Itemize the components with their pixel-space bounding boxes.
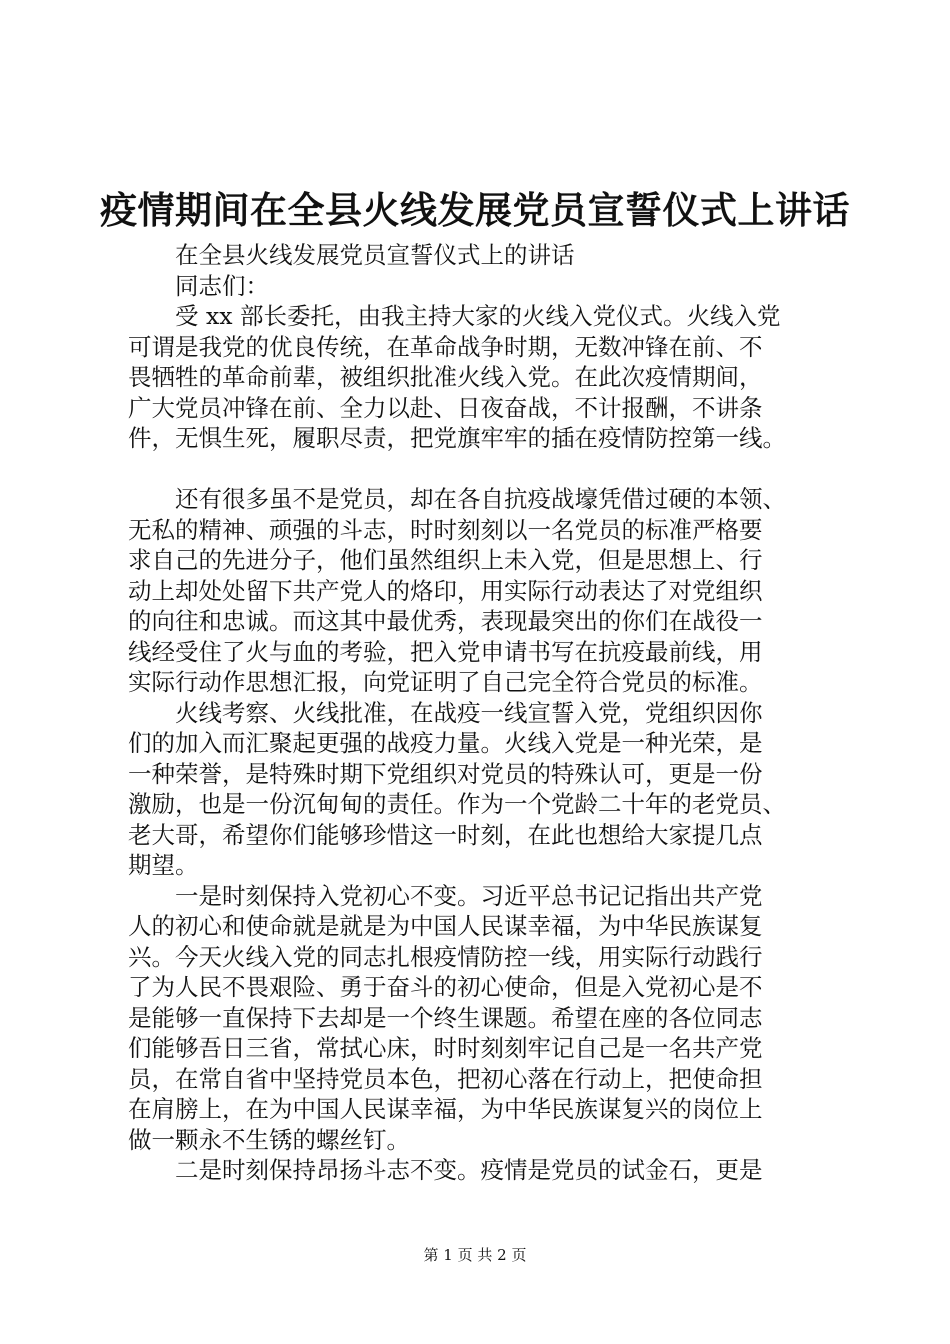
text-line: 老大哥，希望你们能够珍惜这一时刻，在此也想给大家提几点	[128, 820, 763, 849]
text-line: 了为人民不畏艰险、勇于奋斗的初心使命，但是入党初心是不	[128, 973, 763, 1001]
text-line: 受 xx 部长委托，由我主持大家的火线入党仪式。火线入党	[175, 302, 781, 330]
text-line: 是能够一直保持下去却是一个终生课题。希望在座的各位同志	[128, 1003, 763, 1032]
text-line: 二是时刻保持昂扬斗志不变。疫情是党员的试金石，更是	[175, 1156, 763, 1184]
document-title: 疫情期间在全县火线发展党员宣誓仪式上讲话	[100, 188, 850, 232]
text-line: 兴。今天火线入党的同志扎根疫情防控一线，用实际行动践行	[128, 942, 763, 971]
paragraph-gap	[128, 454, 833, 485]
text-line: 期望。	[128, 851, 199, 879]
text-line: 在全县火线发展党员宣誓仪式上的讲话	[175, 241, 575, 269]
text-line: 无私的精神、顽强的斗志，时时刻刻以一名党员的标准严格要	[128, 515, 763, 544]
text-line: 求自己的先进分子，他们虽然组织上未入党，但是思想上、行	[128, 546, 763, 574]
text-line: 可谓是我党的优良传统，在革命战争时期，无数冲锋在前、不	[128, 332, 763, 361]
text-line: 们的加入而汇聚起更强的战疫力量。火线入党是一种光荣，是	[128, 729, 763, 757]
text-line: 线经受住了火与血的考验，把入党申请书写在抗疫最前线，用	[128, 637, 763, 666]
document-body	[128, 240, 833, 1186]
text-line: 还有很多虽不是党员，却在各自抗疫战壕凭借过硬的本领、	[175, 485, 786, 513]
text-line: 一是时刻保持入党初心不变。习近平总书记记指出共产党	[175, 881, 763, 910]
text-line: 员，在常自省中坚持党员本色，把初心落在行动上，把使命担	[128, 1064, 763, 1093]
text-line: 实际行动作思想汇报，向党证明了自己完全符合党员的标准。	[128, 668, 763, 696]
text-line: 广大党员冲锋在前、全力以赴、日夜奋战，不计报酬，不讲条	[128, 393, 763, 422]
text-line: 件，无惧生死，履职尽责，把党旗牢牢的插在疫情防控第一线。	[128, 424, 786, 452]
text-line: 做一颗永不生锈的螺丝钉。	[128, 1125, 410, 1154]
text-line: 一种荣誉，是特殊时期下党组织对党员的特殊认可，更是一份	[128, 759, 763, 788]
text-line: 动上却处处留下共产党人的烙印，用实际行动表达了对党组织	[128, 576, 763, 605]
page-footer: 第 1 页 共 2 页	[423, 1246, 527, 1264]
text-line: 在肩膀上，在为中国人民谋幸福，为中华民族谋复兴的岗位上	[128, 1095, 763, 1123]
text-line: 激励，也是一份沉甸甸的责任。作为一个党龄二十年的老党员、	[128, 790, 786, 818]
text-line: 人的初心和使命就是就是为中国人民谋幸福，为中华民族谋复	[128, 912, 763, 940]
text-line: 火线考察、火线批准，在战疫一线宣誓入党，党组织因你	[175, 698, 763, 727]
text-line: 同志们：	[175, 271, 269, 300]
text-line: 的向往和忠诚。而这其中最优秀，表现最突出的你们在战役一	[128, 607, 763, 635]
text-line: 畏牺牲的革命前辈，被组织批准火线入党。在此次疫情期间，	[128, 363, 763, 391]
text-line: 们能够吾日三省，常拭心床，时时刻刻牢记自己是一名共产党	[128, 1034, 763, 1062]
